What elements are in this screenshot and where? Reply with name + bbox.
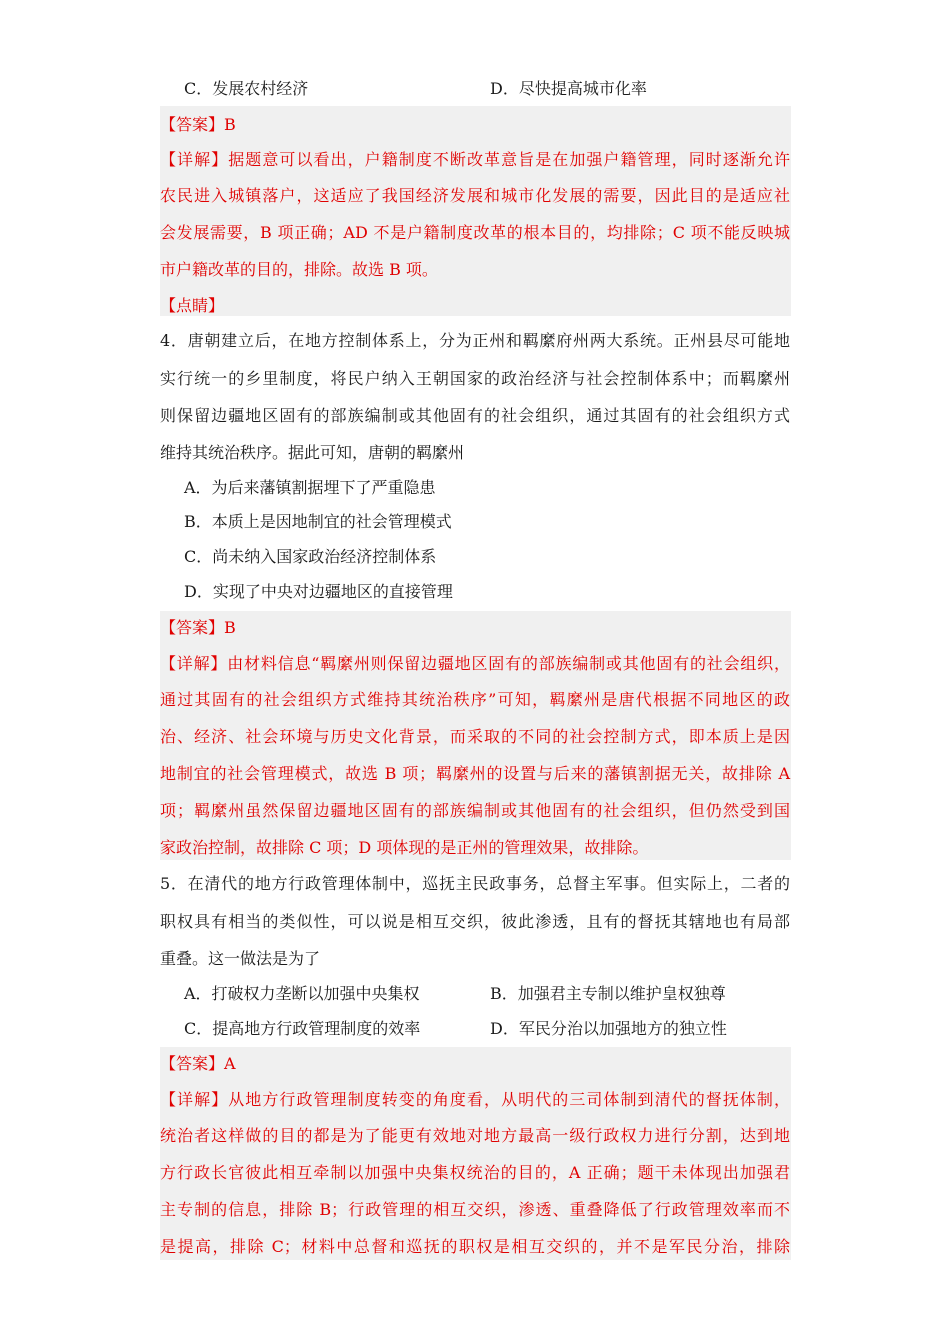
q4-option-b: B．本质上是因地制宜的社会管理模式 bbox=[184, 512, 452, 531]
q5-option-c: C．提高地方行政管理制度的效率 bbox=[184, 1019, 421, 1038]
q4-explain-line-1: 【详解】由材料信息“羁縻州则保留边疆地区固有的部族编制或其他固有的社会组织， bbox=[160, 654, 790, 673]
q4-explain-line-4: 地制宜的社会管理模式，故选 B 项；羁縻州的设置与后来的藩镇割据无关，故排除 A bbox=[160, 764, 790, 783]
q4-option-d-row bbox=[160, 573, 790, 610]
q3-answer: 【答案】B bbox=[160, 115, 236, 134]
q5-stem-line-1: 5．在清代的地方行政管理体制中，巡抚主民政事务，总督主军事。但实际上，二者的 bbox=[160, 874, 790, 893]
q4-option-a: A．为后来藩镇割据埋下了严重隐患 bbox=[184, 478, 436, 497]
q3-option-c: C．发展农村经济 bbox=[184, 79, 309, 98]
q5-option-b: B．加强君主专制以维护皇权独尊 bbox=[490, 984, 726, 1003]
q3-options-row bbox=[160, 70, 790, 107]
q5-stem-line-3: 重叠。这一做法是为了 bbox=[160, 949, 321, 968]
q4-option-b-row bbox=[160, 503, 790, 540]
q5-explain-line-3: 方行政长官彼此相互牵制以加强中央集权统治的目的，A 正确；题干未体现出加强君 bbox=[160, 1163, 790, 1182]
q4-explain-line-5: 项；羁縻州虽然保留边疆地区固有的部族编制或其他固有的社会组织，但仍然受到国 bbox=[160, 801, 790, 820]
q5-explain-line-5: 是提高，排除 C；材料中总督和巡抚的职权是相互交织的，并不是军民分治，排除 bbox=[160, 1237, 790, 1256]
q4-option-d: D．实现了中央对边疆地区的直接管理 bbox=[184, 582, 453, 601]
q4-option-a-row bbox=[160, 469, 790, 506]
q4-explain-line-6: 家政治控制，故排除 C 项；D 项体现的是正州的管理效果，故排除。 bbox=[160, 838, 649, 857]
q5-option-a: A．打破权力垄断以加强中央集权 bbox=[184, 984, 420, 1003]
q5-options-row-1 bbox=[160, 975, 790, 1012]
q4-answer: 【答案】B bbox=[160, 618, 236, 637]
q4-explain-line-2: 通过其固有的社会组织方式维持其统治秩序”可知，羁縻州是唐代根据不同地区的政 bbox=[160, 690, 790, 709]
q4-option-c-row bbox=[160, 538, 790, 575]
q5-options-row-2 bbox=[160, 1010, 790, 1047]
q5-answer: 【答案】A bbox=[160, 1054, 236, 1073]
q3-explain-line-4: 市户籍改革的目的，排除。故选 B 项。 bbox=[160, 260, 438, 279]
q4-stem-line-4: 维持其统治秩序。据此可知，唐朝的羁縻州 bbox=[160, 443, 465, 462]
q5-explain-line-4: 主专制的信息，排除 B；行政管理的相互交织，渗透、重叠降低了行政管理效率而不 bbox=[160, 1200, 790, 1219]
q3-option-d: D．尽快提高城市化率 bbox=[490, 79, 647, 98]
q4-stem-line-2: 实行统一的乡里制度，将民户纳入王朝国家的政治经济与社会控制体系中；而羁縻州 bbox=[160, 369, 790, 388]
q3-explain-line-2: 农民进入城镇落户，这适应了我国经济发展和城市化发展的需要，因此目的是适应社 bbox=[160, 186, 790, 205]
q5-explain-line-1: 【详解】从地方行政管理制度转变的角度看，从明代的三司体制到清代的督抚体制， bbox=[160, 1090, 790, 1109]
q5-stem-line-2: 职权具有相当的类似性，可以说是相互交织，彼此渗透，且有的督抚其辖地也有局部 bbox=[160, 912, 790, 931]
q5-option-d: D．军民分治以加强地方的独立性 bbox=[490, 1019, 727, 1038]
q4-stem-line-3: 则保留边疆地区固有的部族编制或其他固有的社会组织，通过其固有的社会组织方式 bbox=[160, 406, 790, 425]
q3-explain-line-1: 【详解】据题意可以看出，户籍制度不断改革意旨是在加强户籍管理，同时逐渐允许 bbox=[160, 150, 790, 169]
q3-comment: 【点睛】 bbox=[160, 296, 225, 315]
q3-explain-line-3: 会发展需要，B 项正确；AD 不是户籍制度改革的根本目的，均排除；C 项不能反映城 bbox=[160, 223, 790, 242]
q5-explain-line-2: 统治者这样做的目的都是为了能更有效地对地方最高一级行政权力进行分割，达到地 bbox=[160, 1126, 790, 1145]
q4-stem-line-1: 4．唐朝建立后，在地方控制体系上，分为正州和羁縻府州两大系统。正州县尽可能地 bbox=[160, 331, 790, 350]
q4-option-c: C．尚未纳入国家政治经济控制体系 bbox=[184, 547, 437, 566]
q4-explain-line-3: 治、经济、社会环境与历史文化背景，而采取的不同的社会控制方式，即本质上是因 bbox=[160, 727, 790, 746]
